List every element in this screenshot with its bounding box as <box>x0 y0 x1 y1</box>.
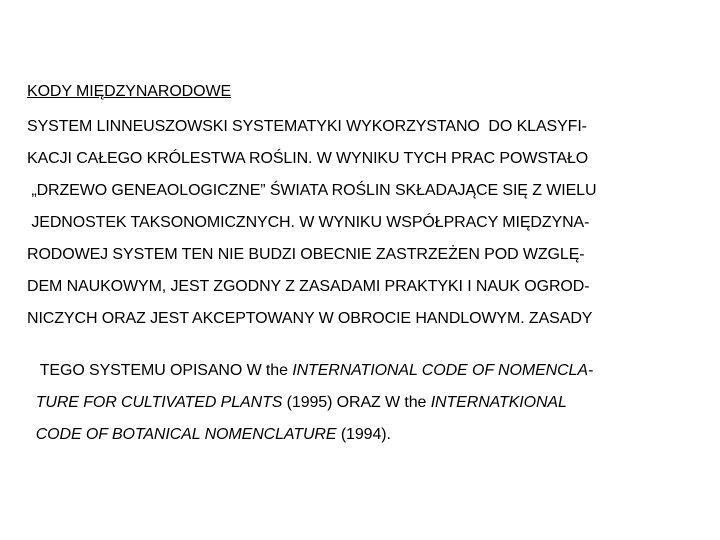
body-line-8-text: TEGO SYSTEMU OPISANO W the <box>35 362 293 379</box>
body-line-10-text: (1994). <box>336 426 391 443</box>
body-line-3: „DRZEWO GENEAOLOGICZNE” ŚWIATA ROŚLIN SKŁADAJĄCE SIĘ Z WIELU <box>27 182 597 199</box>
body-line-1: SYSTEM LINNEUSZOWSKI SYSTEMATYKI WYKORZYSTANO DO KLASYFI- <box>27 118 587 135</box>
body-line-7: NICZYCH ORAZ JEST AKCEPTOWANY W OBROCIE HANDLOWYM. ZASADY <box>27 310 593 327</box>
code-title-cultivated-part-1: INTERNATIONAL CODE OF NOMENCLA- <box>292 362 594 379</box>
code-title-cultivated-part-2: TURE FOR CULTIVATED PLANTS <box>35 394 283 411</box>
body-line-10 <box>27 405 391 445</box>
body-line-4: JEDNOSTEK TAKSONOMICZNYCH. W WYNIKU WSPÓŁPRACY MIĘDZYNA- <box>27 214 590 231</box>
body-line-9-text: (1995) ORAZ W the <box>282 394 431 411</box>
body-line-6: DEM NAUKOWYM, JEST ZGODNY Z ZASADAMI PRAKTYKI I NAUK OGROD- <box>27 278 590 295</box>
code-title-botanical-part-1: INTERNATKIONAL <box>430 394 567 411</box>
document-heading: KODY MIĘDZYNARODOWE <box>27 83 232 100</box>
code-title-botanical-part-2: CODE OF BOTANICAL NOMENCLATURE <box>35 426 337 443</box>
body-line-5: RODOWEJ SYSTEM TEN NIE BUDZI OBECNIE ZASTRZEŻEN POD WZGLĘ- <box>27 246 585 263</box>
body-line-2: KACJI CAŁEGO KRÓLESTWA ROŚLIN. W WYNIKU TYCH PRAC POWSTAŁO <box>27 150 589 167</box>
